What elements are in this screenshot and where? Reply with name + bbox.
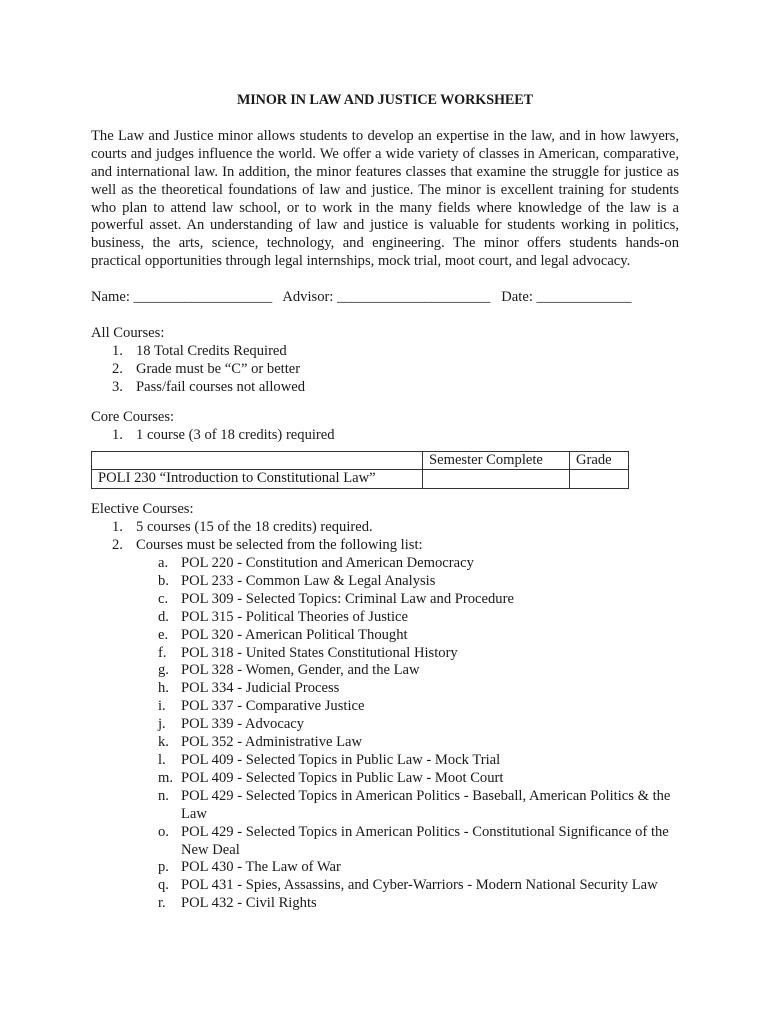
course-text: POL 431 - Spies, Assassins, and Cyber-Warriors - Modern National Security Law [181, 877, 658, 894]
course-item [136, 609, 679, 627]
course-letter: m. [158, 769, 173, 786]
core-course-table [91, 451, 629, 490]
course-item [136, 627, 679, 645]
list-item [91, 519, 679, 537]
course-item [136, 752, 679, 770]
course-text: POL 309 - Selected Topics: Criminal Law and Procedure [181, 590, 514, 607]
course-letter: o. [158, 823, 169, 840]
intro-paragraph: The Law and Justice minor allows students to develop an expertise in the law, and in how lawyers, courts and judges influence the world. We offer a wide variety of classes in American, comparative, and international law. In addition, the minor features classes that examine the struggle for justice as well as the theoretical foundations of law and justice. The minor is excellent training for students who plan to attend law school, or to work in the many fields where knowledge of the law is a powerful asset. An understanding of law and justice is valuable for students working in politics, business, the arts, science, technology, and engineering. The minor offers students hands-on practical opportunities through legal internships, mock trial, moot court, and legal advocacy. [91, 127, 679, 270]
table-cell-grade[interactable] [570, 470, 629, 489]
course-item [136, 788, 679, 824]
elective-course-list [136, 555, 679, 913]
course-text: POL 334 - Judicial Process [181, 680, 340, 697]
course-item [136, 591, 679, 609]
course-letter: q. [158, 877, 169, 894]
course-text: POL 409 - Selected Topics in Public Law - Moot Court [181, 769, 504, 786]
course-item [136, 555, 679, 573]
course-letter: i. [158, 698, 166, 715]
list-text: 1 course (3 of 18 credits) required [136, 426, 335, 443]
course-text: POL 339 - Advocacy [181, 716, 305, 733]
course-item [136, 859, 679, 877]
course-text: POL 318 - United States Constitutional History [181, 644, 458, 661]
course-letter: j. [158, 716, 166, 733]
course-text: POL 328 - Women, Gender, and the Law [181, 662, 420, 679]
course-item [136, 734, 679, 752]
course-letter: f. [158, 644, 167, 661]
course-item [136, 877, 679, 895]
list-number: 1. [112, 519, 123, 536]
elective-requirements-list [91, 519, 679, 913]
course-text: POL 429 - Selected Topics in American Politics - Baseball, American Politics & the Law [181, 787, 671, 822]
course-text: POL 409 - Selected Topics in Public Law - Mock Trial [181, 752, 501, 768]
course-item [136, 824, 679, 860]
list-number: 2. [112, 537, 123, 554]
list-text: Grade must be “C” or better [136, 360, 301, 377]
course-text: POL 220 - Constitution and American Democracy [181, 555, 474, 572]
date-field[interactable]: Date: _____________ [501, 289, 632, 306]
list-item [91, 379, 679, 397]
course-letter: n. [158, 787, 169, 804]
course-letter: g. [158, 662, 169, 679]
list-item [91, 427, 679, 445]
list-text: Pass/fail courses not allowed [136, 378, 306, 395]
course-item [136, 680, 679, 698]
list-number: 1. [112, 342, 123, 359]
table-header-course [92, 451, 423, 470]
course-item [136, 645, 679, 663]
list-text: 5 courses (15 of the 18 credits) required. [136, 519, 373, 536]
core-courses-list [91, 427, 679, 445]
all-courses-label: All Courses: [91, 325, 165, 342]
elective-courses-section [91, 501, 679, 913]
core-courses-label: Core Courses: [91, 408, 175, 425]
list-item [91, 343, 679, 361]
info-fields [91, 289, 679, 307]
list-text: 18 Total Credits Required [136, 342, 287, 359]
course-letter: a. [158, 555, 169, 572]
elective-courses-label: Elective Courses: [91, 501, 194, 518]
course-item [136, 662, 679, 680]
course-item [136, 895, 679, 913]
list-number: 2. [112, 360, 123, 377]
list-item [91, 537, 679, 913]
list-item [91, 361, 679, 379]
course-item [136, 770, 679, 788]
course-letter: d. [158, 608, 169, 625]
all-courses-section [91, 325, 679, 397]
table-header-semester: Semester Complete [423, 451, 570, 470]
table-cell-course: POLI 230 “Introduction to Constitutional Law” [92, 470, 423, 489]
course-letter: h. [158, 680, 169, 697]
course-letter: e. [158, 626, 169, 643]
course-letter: c. [158, 590, 169, 607]
table-cell-semester[interactable] [423, 470, 570, 489]
course-item [136, 716, 679, 734]
all-courses-list [91, 343, 679, 397]
core-courses-section [91, 409, 679, 490]
course-text: POL 320 - American Political Thought [181, 626, 408, 643]
table-header-grade: Grade [570, 451, 629, 470]
course-letter: r. [158, 895, 166, 912]
course-letter: l. [158, 752, 166, 768]
course-text: POL 432 - Civil Rights [181, 895, 317, 912]
course-letter: p. [158, 859, 169, 876]
list-text: Courses must be selected from the following list: [136, 537, 423, 554]
course-text: POL 430 - The Law of War [181, 859, 341, 876]
list-number: 1. [112, 426, 123, 443]
name-field[interactable]: Name: ___________________ [91, 289, 273, 306]
table-header-row [92, 451, 629, 470]
course-letter: k. [158, 734, 169, 751]
course-text: POL 352 - Administrative Law [181, 734, 363, 751]
table-row [92, 470, 629, 489]
course-letter: b. [158, 572, 169, 589]
course-text: POL 233 - Common Law & Legal Analysis [181, 572, 436, 589]
course-text: POL 315 - Political Theories of Justice [181, 608, 408, 625]
course-text: POL 429 - Selected Topics in American Politics - Constitutional Significance of the New Deal [181, 823, 669, 858]
list-number: 3. [112, 378, 123, 395]
advisor-field[interactable]: Advisor: _____________________ [282, 289, 491, 306]
course-item [136, 698, 679, 716]
worksheet-page [91, 92, 679, 913]
course-item [136, 573, 679, 591]
course-text: POL 337 - Comparative Justice [181, 698, 365, 715]
document-title: MINOR IN LAW AND JUSTICE WORKSHEET [236, 92, 534, 108]
